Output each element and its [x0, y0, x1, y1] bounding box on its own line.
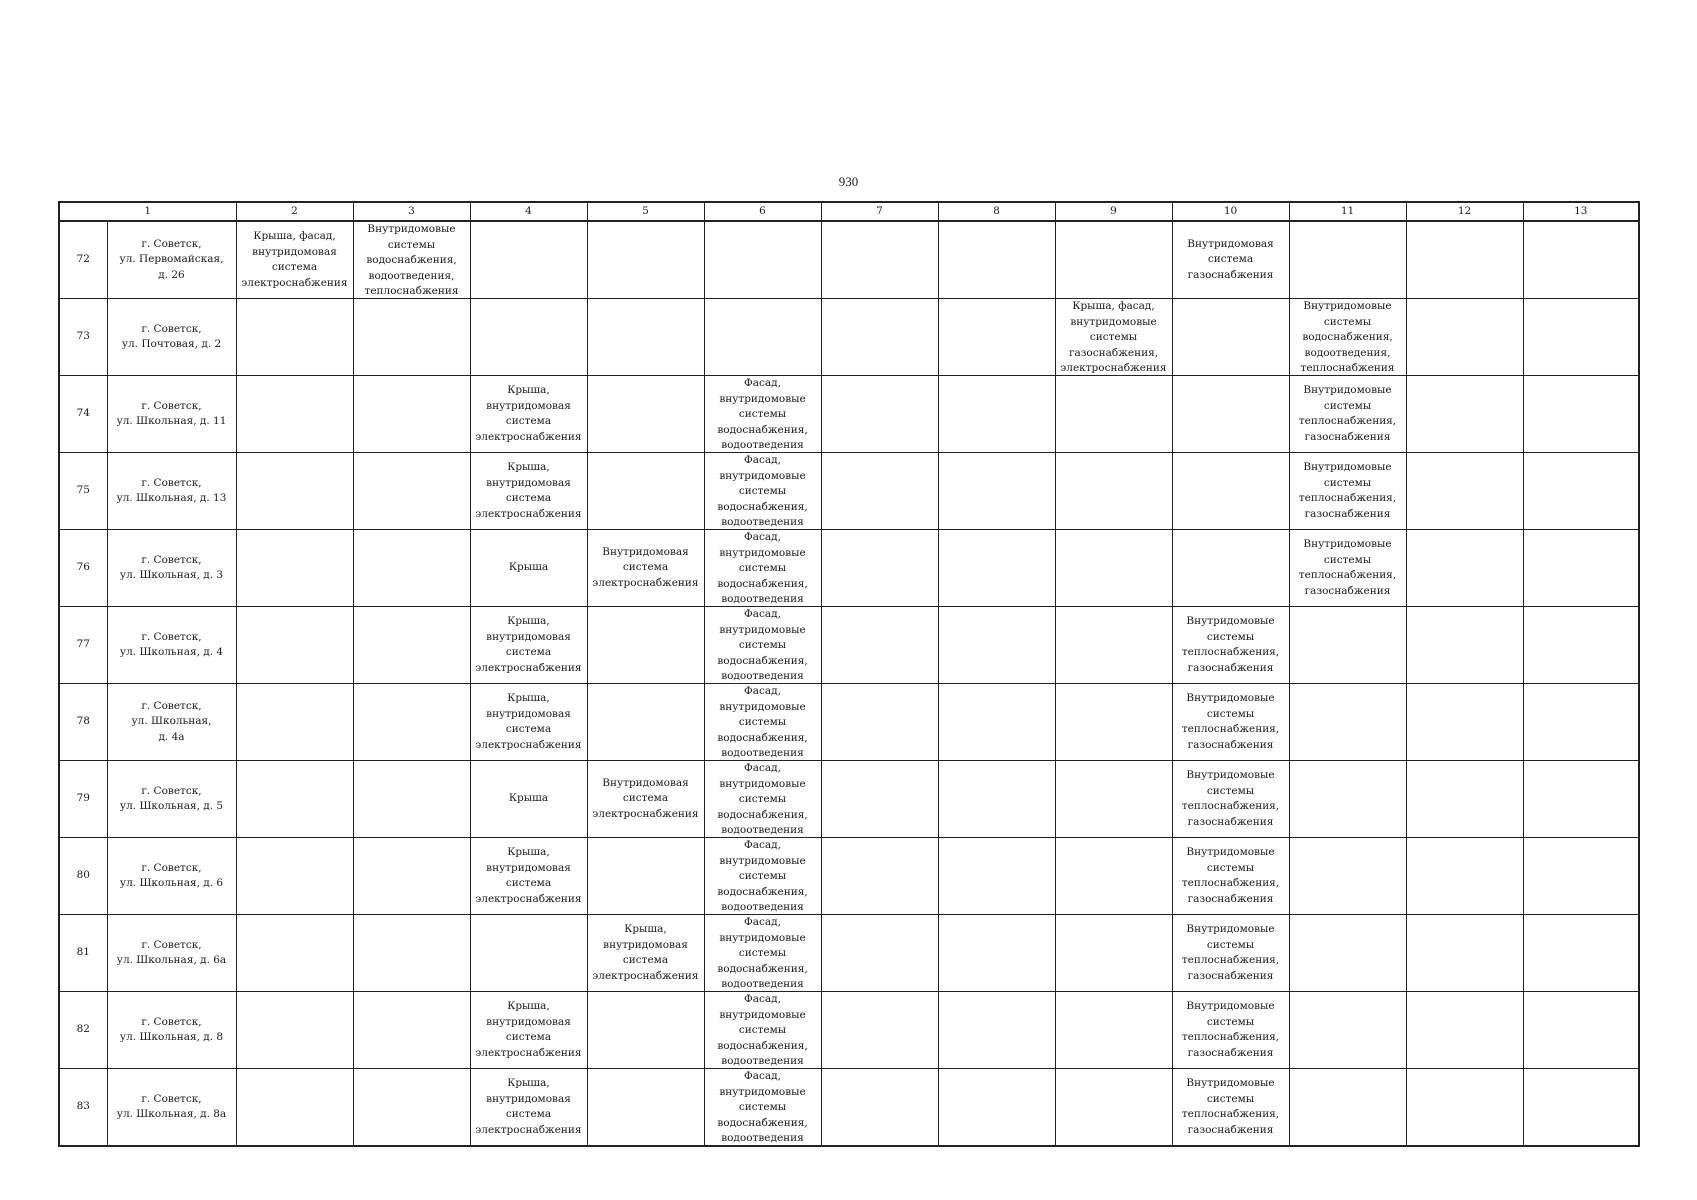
cell-text: 78: [76, 715, 90, 728]
row-number-cell: [59, 838, 107, 915]
work-type-cell-col-5: [587, 453, 704, 530]
work-type-cell-col-8: [938, 1069, 1055, 1147]
cell-text: 81: [76, 946, 90, 959]
work-type-cell-col-9: [1055, 607, 1172, 684]
work-type-cell-col-7: [821, 376, 938, 453]
cell-text: Фасад, внутридомовые системы водоснабжения, водоотведения: [717, 1070, 808, 1144]
work-type-cell-col-9: [1055, 838, 1172, 915]
column-header: 6: [704, 202, 821, 221]
work-type-cell-col-11: [1289, 607, 1406, 684]
work-type-cell-col-2: [236, 453, 353, 530]
work-type-cell-col-7: [821, 684, 938, 761]
work-type-cell-col-13: [1523, 530, 1639, 607]
work-type-cell-col-6: [704, 607, 821, 684]
work-type-cell-col-8: [938, 761, 1055, 838]
address-cell: [107, 761, 236, 838]
work-type-cell-col-7: [821, 838, 938, 915]
work-type-cell-col-7: [821, 992, 938, 1069]
cell-text: Фасад, внутридомовые системы водоснабжения, водоотведения: [717, 916, 808, 990]
cell-text: г. Советск, ул. Школьная, д. 13: [116, 476, 227, 504]
work-type-cell-col-4: [470, 299, 587, 376]
table-row: [59, 299, 1639, 376]
table-row: [59, 838, 1639, 915]
work-type-cell-col-9: [1055, 299, 1172, 376]
row-number-cell: [59, 761, 107, 838]
cell-text: Крыша, внутридомовая система электроснабжения: [475, 615, 582, 674]
table-row: [59, 453, 1639, 530]
work-type-cell-col-4: [470, 530, 587, 607]
work-type-cell-col-3: [353, 530, 470, 607]
address-cell: [107, 453, 236, 530]
work-type-cell-col-9: [1055, 915, 1172, 992]
work-type-cell-col-4: [470, 221, 587, 299]
work-type-cell-col-3: [353, 992, 470, 1069]
work-type-cell-col-3: [353, 1069, 470, 1147]
work-type-cell-col-9: [1055, 761, 1172, 838]
work-type-cell-col-10: [1172, 376, 1289, 453]
work-type-cell-col-11: [1289, 453, 1406, 530]
work-type-cell-col-11: [1289, 221, 1406, 299]
cell-text: Фасад, внутридомовые системы водоснабжения, водоотведения: [717, 839, 808, 913]
work-type-cell-col-4: [470, 607, 587, 684]
work-type-cell-col-4: [470, 992, 587, 1069]
column-header: 2: [236, 202, 353, 221]
work-type-cell-col-7: [821, 453, 938, 530]
work-type-cell-col-2: [236, 376, 353, 453]
work-type-cell-col-5: [587, 684, 704, 761]
cell-text: 80: [76, 869, 90, 882]
cell-text: Крыша, фасад, внутридомовые системы газоснабжения, электроснабжения: [1060, 300, 1167, 374]
work-type-cell-col-4: [470, 376, 587, 453]
work-type-cell-col-3: [353, 684, 470, 761]
address-cell: [107, 530, 236, 607]
work-type-cell-col-5: [587, 838, 704, 915]
work-type-cell-col-5: [587, 221, 704, 299]
work-type-cell-col-5: [587, 607, 704, 684]
work-type-cell-col-6: [704, 221, 821, 299]
work-type-cell-col-12: [1406, 838, 1523, 915]
work-type-cell-col-10: [1172, 915, 1289, 992]
cell-text: 72: [76, 253, 90, 266]
work-type-cell-col-10: [1172, 1069, 1289, 1147]
work-type-cell-col-12: [1406, 915, 1523, 992]
cell-text: г. Советск, ул. Первомайская, д. 26: [119, 237, 224, 281]
work-type-cell-col-7: [821, 299, 938, 376]
work-type-cell-col-6: [704, 1069, 821, 1147]
cell-text: Внутридомовая система газоснабжения: [1187, 237, 1274, 281]
work-type-cell-col-12: [1406, 453, 1523, 530]
cell-text: Внутридомовые системы теплоснабжения, газоснабжения: [1181, 1077, 1280, 1136]
column-header: 5: [587, 202, 704, 221]
row-number-cell: [59, 530, 107, 607]
work-type-cell-col-10: [1172, 607, 1289, 684]
work-type-cell-col-6: [704, 761, 821, 838]
work-type-cell-col-12: [1406, 761, 1523, 838]
work-type-cell-col-8: [938, 453, 1055, 530]
cell-text: г. Советск, ул. Школьная, д. 8а: [116, 1092, 227, 1120]
column-header: 11: [1289, 202, 1406, 221]
work-type-cell-col-2: [236, 761, 353, 838]
address-cell: [107, 221, 236, 299]
repair-schedule-table: [58, 201, 1640, 1147]
cell-text: Внутридомовые системы водоснабжения, водоотведения, теплоснабжения: [1300, 300, 1395, 374]
cell-text: Крыша: [508, 792, 549, 805]
table-row: [59, 684, 1639, 761]
work-type-cell-col-6: [704, 530, 821, 607]
work-type-cell-col-6: [704, 453, 821, 530]
address-cell: [107, 838, 236, 915]
cell-text: г. Советск, ул. Школьная, д. 5: [119, 784, 224, 812]
work-type-cell-col-10: [1172, 453, 1289, 530]
work-type-cell-col-7: [821, 1069, 938, 1147]
work-type-cell-col-11: [1289, 684, 1406, 761]
work-type-cell-col-8: [938, 221, 1055, 299]
cell-text: Внутридомовые системы теплоснабжения, газоснабжения: [1298, 461, 1397, 520]
work-type-cell-col-8: [938, 299, 1055, 376]
work-type-cell-col-3: [353, 607, 470, 684]
work-type-cell-col-11: [1289, 376, 1406, 453]
cell-text: г. Советск, ул. Школьная, д. 6: [119, 861, 224, 889]
work-type-cell-col-13: [1523, 761, 1639, 838]
cell-text: 82: [76, 1023, 90, 1036]
work-type-cell-col-11: [1289, 299, 1406, 376]
work-type-cell-col-10: [1172, 684, 1289, 761]
work-type-cell-col-3: [353, 761, 470, 838]
cell-text: Внутридомовые системы теплоснабжения, газоснабжения: [1181, 923, 1280, 982]
work-type-cell-col-7: [821, 761, 938, 838]
work-type-cell-col-3: [353, 453, 470, 530]
column-header: 10: [1172, 202, 1289, 221]
work-type-cell-col-8: [938, 838, 1055, 915]
cell-text: Крыша, внутридомовая система электроснабжения: [475, 1000, 582, 1059]
work-type-cell-col-6: [704, 376, 821, 453]
cell-text: г. Советск, ул. Школьная, д. 4а: [131, 699, 212, 743]
address-cell: [107, 684, 236, 761]
work-type-cell-col-5: [587, 530, 704, 607]
column-number-row: [59, 202, 1639, 221]
work-type-cell-col-7: [821, 221, 938, 299]
cell-text: 83: [76, 1100, 90, 1113]
cell-text: Крыша, фасад, внутридомовая система электроснабжения: [241, 230, 348, 289]
work-type-cell-col-11: [1289, 992, 1406, 1069]
work-type-cell-col-13: [1523, 838, 1639, 915]
cell-text: Внутридомовые системы теплоснабжения, газоснабжения: [1181, 1000, 1280, 1059]
work-type-cell-col-2: [236, 530, 353, 607]
cell-text: Внутридомовые системы теплоснабжения, газоснабжения: [1181, 846, 1280, 905]
cell-text: г. Советск, ул. Школьная, д. 11: [116, 399, 227, 427]
column-header: 8: [938, 202, 1055, 221]
table-header: [59, 202, 1639, 221]
cell-text: Крыша, внутридомовая система электроснабжения: [475, 846, 582, 905]
cell-text: г. Советск, ул. Почтовая, д. 2: [121, 322, 222, 350]
cell-text: г. Советск, ул. Школьная, д. 3: [119, 553, 224, 581]
column-header: 1: [59, 202, 236, 221]
work-type-cell-col-13: [1523, 684, 1639, 761]
work-type-cell-col-2: [236, 838, 353, 915]
cell-text: Крыша: [508, 561, 549, 574]
work-type-cell-col-13: [1523, 1069, 1639, 1147]
cell-text: Внутридомовые системы теплоснабжения, газоснабжения: [1298, 384, 1397, 443]
work-type-cell-col-2: [236, 221, 353, 299]
work-type-cell-col-12: [1406, 376, 1523, 453]
cell-text: 77: [76, 638, 90, 651]
cell-text: Фасад, внутридомовые системы водоснабжения, водоотведения: [717, 531, 808, 605]
work-type-cell-col-7: [821, 530, 938, 607]
work-type-cell-col-4: [470, 915, 587, 992]
work-type-cell-col-4: [470, 761, 587, 838]
row-number-cell: [59, 299, 107, 376]
cell-text: Фасад, внутридомовые системы водоснабжения, водоотведения: [717, 685, 808, 759]
cell-text: 74: [76, 407, 90, 420]
work-type-cell-col-4: [470, 838, 587, 915]
work-type-cell-col-6: [704, 838, 821, 915]
table-row: [59, 992, 1639, 1069]
work-type-cell-col-5: [587, 992, 704, 1069]
column-header: 7: [821, 202, 938, 221]
work-type-cell-col-13: [1523, 221, 1639, 299]
row-number-cell: [59, 992, 107, 1069]
row-number-cell: [59, 915, 107, 992]
cell-text: Внутридомовые системы теплоснабжения, газоснабжения: [1181, 615, 1280, 674]
cell-text: 73: [76, 330, 90, 343]
work-type-cell-col-8: [938, 992, 1055, 1069]
cell-text: Внутридомовые системы водоснабжения, водоотведения, теплоснабжения: [364, 223, 459, 297]
work-type-cell-col-10: [1172, 992, 1289, 1069]
work-type-cell-col-9: [1055, 684, 1172, 761]
table-row: [59, 915, 1639, 992]
work-type-cell-col-3: [353, 299, 470, 376]
work-type-cell-col-2: [236, 684, 353, 761]
work-type-cell-col-8: [938, 530, 1055, 607]
work-type-cell-col-9: [1055, 376, 1172, 453]
cell-text: Крыша, внутридомовая система электроснабжения: [475, 384, 582, 443]
row-number-cell: [59, 1069, 107, 1147]
work-type-cell-col-9: [1055, 992, 1172, 1069]
cell-text: Крыша, внутридомовая система электроснабжения: [475, 692, 582, 751]
work-type-cell-col-5: [587, 915, 704, 992]
cell-text: Фасад, внутридомовые системы водоснабжения, водоотведения: [717, 377, 808, 451]
work-type-cell-col-12: [1406, 684, 1523, 761]
row-number-cell: [59, 607, 107, 684]
work-type-cell-col-9: [1055, 1069, 1172, 1147]
table-row: [59, 607, 1639, 684]
column-header: 9: [1055, 202, 1172, 221]
work-type-cell-col-3: [353, 838, 470, 915]
work-type-cell-col-11: [1289, 761, 1406, 838]
work-type-cell-col-2: [236, 915, 353, 992]
work-type-cell-col-10: [1172, 761, 1289, 838]
cell-text: г. Советск, ул. Школьная, д. 4: [119, 630, 224, 658]
row-number-cell: [59, 376, 107, 453]
column-header: 12: [1406, 202, 1523, 221]
work-type-cell-col-13: [1523, 453, 1639, 530]
work-type-cell-col-8: [938, 915, 1055, 992]
table-row: [59, 1069, 1639, 1147]
cell-text: Крыша, внутридомовая система электроснабжения: [475, 461, 582, 520]
work-type-cell-col-3: [353, 376, 470, 453]
work-type-cell-col-12: [1406, 607, 1523, 684]
work-type-cell-col-2: [236, 299, 353, 376]
work-type-cell-col-9: [1055, 453, 1172, 530]
cell-text: 79: [76, 792, 90, 805]
work-type-cell-col-9: [1055, 221, 1172, 299]
work-type-cell-col-12: [1406, 221, 1523, 299]
work-type-cell-col-2: [236, 1069, 353, 1147]
work-type-cell-col-13: [1523, 992, 1639, 1069]
page-number: 930: [838, 174, 859, 189]
cell-text: Внутридомовые системы теплоснабжения, газоснабжения: [1181, 769, 1280, 828]
address-cell: [107, 992, 236, 1069]
address-cell: [107, 1069, 236, 1147]
work-type-cell-col-3: [353, 915, 470, 992]
cell-text: Крыша, внутридомовая система электроснабжения: [592, 923, 699, 982]
work-type-cell-col-12: [1406, 992, 1523, 1069]
cell-text: Фасад, внутридомовые системы водоснабжения, водоотведения: [717, 762, 808, 836]
work-type-cell-col-3: [353, 221, 470, 299]
table-row: [59, 221, 1639, 299]
work-type-cell-col-5: [587, 1069, 704, 1147]
cell-text: Внутридомовые системы теплоснабжения, газоснабжения: [1298, 538, 1397, 597]
work-type-cell-col-13: [1523, 376, 1639, 453]
row-number-cell: [59, 221, 107, 299]
work-type-cell-col-7: [821, 607, 938, 684]
column-header: 4: [470, 202, 587, 221]
work-type-cell-col-8: [938, 684, 1055, 761]
column-header: 13: [1523, 202, 1639, 221]
work-type-cell-col-9: [1055, 530, 1172, 607]
work-type-cell-col-10: [1172, 221, 1289, 299]
table-row: [59, 761, 1639, 838]
work-type-cell-col-6: [704, 684, 821, 761]
cell-text: г. Советск, ул. Школьная, д. 8: [119, 1015, 224, 1043]
work-type-cell-col-12: [1406, 530, 1523, 607]
address-cell: [107, 607, 236, 684]
cell-text: Крыша, внутридомовая система электроснабжения: [475, 1077, 582, 1136]
cell-text: 76: [76, 561, 90, 574]
cell-text: Фасад, внутридомовые системы водоснабжения, водоотведения: [717, 454, 808, 528]
cell-text: Внутридомовая система электроснабжения: [592, 776, 699, 820]
work-type-cell-col-4: [470, 684, 587, 761]
work-type-cell-col-2: [236, 992, 353, 1069]
work-type-cell-col-5: [587, 299, 704, 376]
cell-text: Внутридомовые системы теплоснабжения, газоснабжения: [1181, 692, 1280, 751]
work-type-cell-col-6: [704, 299, 821, 376]
row-number-cell: [59, 684, 107, 761]
work-type-cell-col-13: [1523, 299, 1639, 376]
work-type-cell-col-10: [1172, 299, 1289, 376]
work-type-cell-col-12: [1406, 299, 1523, 376]
address-cell: [107, 299, 236, 376]
table-body: [59, 221, 1639, 1146]
work-type-cell-col-8: [938, 607, 1055, 684]
work-type-cell-col-11: [1289, 838, 1406, 915]
work-type-cell-col-13: [1523, 607, 1639, 684]
cell-text: Внутридомовая система электроснабжения: [592, 545, 699, 589]
table-row: [59, 530, 1639, 607]
address-cell: [107, 376, 236, 453]
work-type-cell-col-7: [821, 915, 938, 992]
column-header: 3: [353, 202, 470, 221]
cell-text: 75: [76, 484, 90, 497]
row-number-cell: [59, 453, 107, 530]
cell-text: Фасад, внутридомовые системы водоснабжения, водоотведения: [717, 993, 808, 1067]
work-type-cell-col-12: [1406, 1069, 1523, 1147]
work-type-cell-col-13: [1523, 915, 1639, 992]
cell-text: Фасад, внутридомовые системы водоснабжения, водоотведения: [717, 608, 808, 682]
address-cell: [107, 915, 236, 992]
work-type-cell-col-4: [470, 1069, 587, 1147]
work-type-cell-col-10: [1172, 530, 1289, 607]
work-type-cell-col-11: [1289, 1069, 1406, 1147]
cell-text: г. Советск, ул. Школьная, д. 6а: [116, 938, 227, 966]
work-type-cell-col-11: [1289, 915, 1406, 992]
work-type-cell-col-4: [470, 453, 587, 530]
work-type-cell-col-11: [1289, 530, 1406, 607]
work-type-cell-col-10: [1172, 838, 1289, 915]
table-row: [59, 376, 1639, 453]
work-type-cell-col-6: [704, 992, 821, 1069]
work-type-cell-col-5: [587, 376, 704, 453]
work-type-cell-col-5: [587, 761, 704, 838]
work-type-cell-col-6: [704, 915, 821, 992]
work-type-cell-col-2: [236, 607, 353, 684]
work-type-cell-col-8: [938, 376, 1055, 453]
